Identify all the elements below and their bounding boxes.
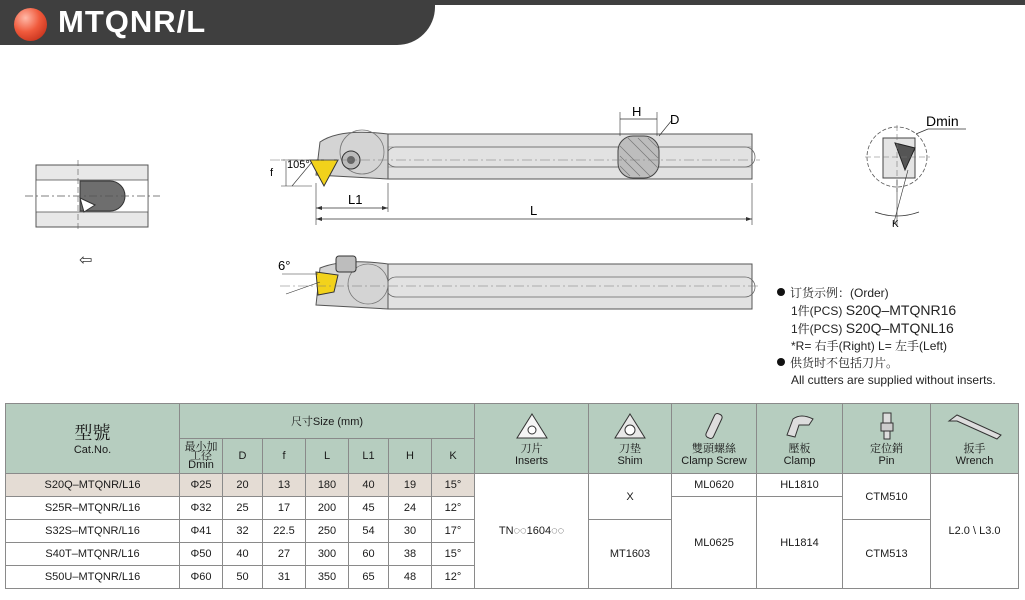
shim-icon	[613, 411, 647, 441]
screw-cell-a: ML0620	[672, 474, 757, 497]
l-cell: 180	[306, 474, 349, 497]
order-line-2-prefix: 1件(PCS)	[791, 304, 843, 318]
clamp-cell-a: HL1810	[757, 474, 843, 497]
shim-cell-a: X	[589, 474, 672, 520]
l1-cell: 65	[349, 566, 389, 589]
l-label: L	[530, 203, 538, 218]
cat-no-header: 型號 Cat.No.	[6, 404, 180, 474]
cat-cell: S50U–MTQNR/L16	[6, 566, 180, 589]
col-k-header: K	[432, 439, 475, 474]
end-view	[865, 113, 966, 230]
d-cell: 32	[223, 520, 263, 543]
order-line-3-code: S20Q–MTQNL16	[845, 320, 954, 336]
wrench-icon	[945, 411, 1005, 441]
spec-table	[5, 403, 1019, 589]
h-cell: 19	[389, 474, 432, 497]
insert-icon	[515, 411, 549, 441]
title-tab	[0, 0, 435, 45]
d-cell: 20	[223, 474, 263, 497]
k-cell: 15°	[432, 543, 475, 566]
col-d-header: D	[223, 439, 263, 474]
wrench-cell: L2.0 \ L3.0	[931, 474, 1019, 589]
order-line-5: 供货时不包括刀片。	[790, 356, 899, 370]
l-cell: 300	[306, 543, 349, 566]
d-cell: 25	[223, 497, 263, 520]
screw-cell-b: ML0625	[672, 497, 757, 589]
cat-cell: S20Q–MTQNR/L16	[6, 474, 180, 497]
boring-bar-top	[270, 104, 760, 225]
pin-header: 定位銷 Pin	[843, 404, 931, 474]
bore-sketch	[25, 160, 160, 232]
wrench-header: 扳手 Wrench	[931, 404, 1019, 474]
clamp-screw-header: 雙頭螺絲 Clamp Screw	[672, 404, 757, 474]
shim-cell-b: MT1603	[589, 520, 672, 589]
h-cell: 38	[389, 543, 432, 566]
bullet-icon	[777, 288, 785, 296]
k-cell: 17°	[432, 520, 475, 543]
pin-cell-b: CTM513	[843, 520, 931, 589]
order-line-2-code: S20Q–MTQNR16	[845, 302, 957, 318]
d-cell: 40	[223, 543, 263, 566]
k-cell: 15°	[432, 474, 475, 497]
col-l1-header: L1	[349, 439, 389, 474]
f-cell: 13	[263, 474, 306, 497]
d-label: D	[670, 112, 680, 127]
h-cell: 24	[389, 497, 432, 520]
h-cell: 30	[389, 520, 432, 543]
angle-105-label: 105°	[287, 159, 310, 171]
k-label: K	[892, 219, 899, 230]
l1-cell: 60	[349, 543, 389, 566]
h-cell: 48	[389, 566, 432, 589]
d-cell: 50	[223, 566, 263, 589]
order-line-6: All cutters are supplied without inserts.	[791, 373, 996, 387]
dmin-cell: Φ25	[180, 474, 223, 497]
size-header: 尺寸Size (mm)	[180, 404, 475, 439]
dmin-cell: Φ50	[180, 543, 223, 566]
bullet-icon	[777, 358, 785, 366]
red-ball-icon	[14, 8, 47, 41]
order-line-1: 订货示例：(Order)	[790, 286, 889, 300]
pin-icon	[870, 411, 904, 441]
l-cell: 200	[306, 497, 349, 520]
col-h-header: H	[389, 439, 432, 474]
dmin-cell: Φ41	[180, 520, 223, 543]
dmin-cell: Φ60	[180, 566, 223, 589]
angle-6-label: 6°	[278, 258, 291, 273]
shim-header: 刀垫 Shim	[589, 404, 672, 474]
f-cell: 17	[263, 497, 306, 520]
l1-label: L1	[348, 192, 363, 207]
dmin-cell: Φ32	[180, 497, 223, 520]
order-line-4: *R= 右手(Right) L= 左手(Left)	[791, 339, 948, 353]
clamp-cell-b: HL1814	[757, 497, 843, 589]
f-cell: 27	[263, 543, 306, 566]
k-cell: 12°	[432, 566, 475, 589]
dmin-label: Dmin	[926, 113, 959, 129]
h-label: H	[632, 104, 642, 119]
boring-bar-side	[278, 256, 760, 309]
col-l-header: L	[306, 439, 349, 474]
f-cell: 22.5	[263, 520, 306, 543]
clamp-header: 壓板 Clamp	[757, 404, 843, 474]
l-cell: 350	[306, 566, 349, 589]
cat-cell: S25R–MTQNR/L16	[6, 497, 180, 520]
l1-cell: 45	[349, 497, 389, 520]
pin-cell-a: CTM510	[843, 474, 931, 520]
inserts-header: 刀片 Inserts	[475, 404, 589, 474]
f-label: f	[270, 167, 274, 179]
dmin-header: 最小加工径 Dmin	[180, 439, 223, 474]
l1-cell: 54	[349, 520, 389, 543]
col-f-header: f	[263, 439, 306, 474]
l1-cell: 40	[349, 474, 389, 497]
f-cell: 31	[263, 566, 306, 589]
cat-cell: S32S–MTQNR/L16	[6, 520, 180, 543]
clamp-screw-icon	[697, 411, 731, 441]
order-info	[777, 285, 996, 389]
table-row	[6, 474, 1019, 497]
order-line-3-prefix: 1件(PCS)	[791, 322, 843, 336]
l-cell: 250	[306, 520, 349, 543]
cat-cell: S40T–MTQNR/L16	[6, 543, 180, 566]
k-cell: 12°	[432, 497, 475, 520]
clamp-icon	[783, 411, 817, 441]
page-title: MTQNR/L	[58, 4, 207, 39]
feed-direction-arrow-icon: ⇦	[79, 252, 93, 269]
insert-cell: TN◌◌1604◌◌	[475, 474, 589, 589]
